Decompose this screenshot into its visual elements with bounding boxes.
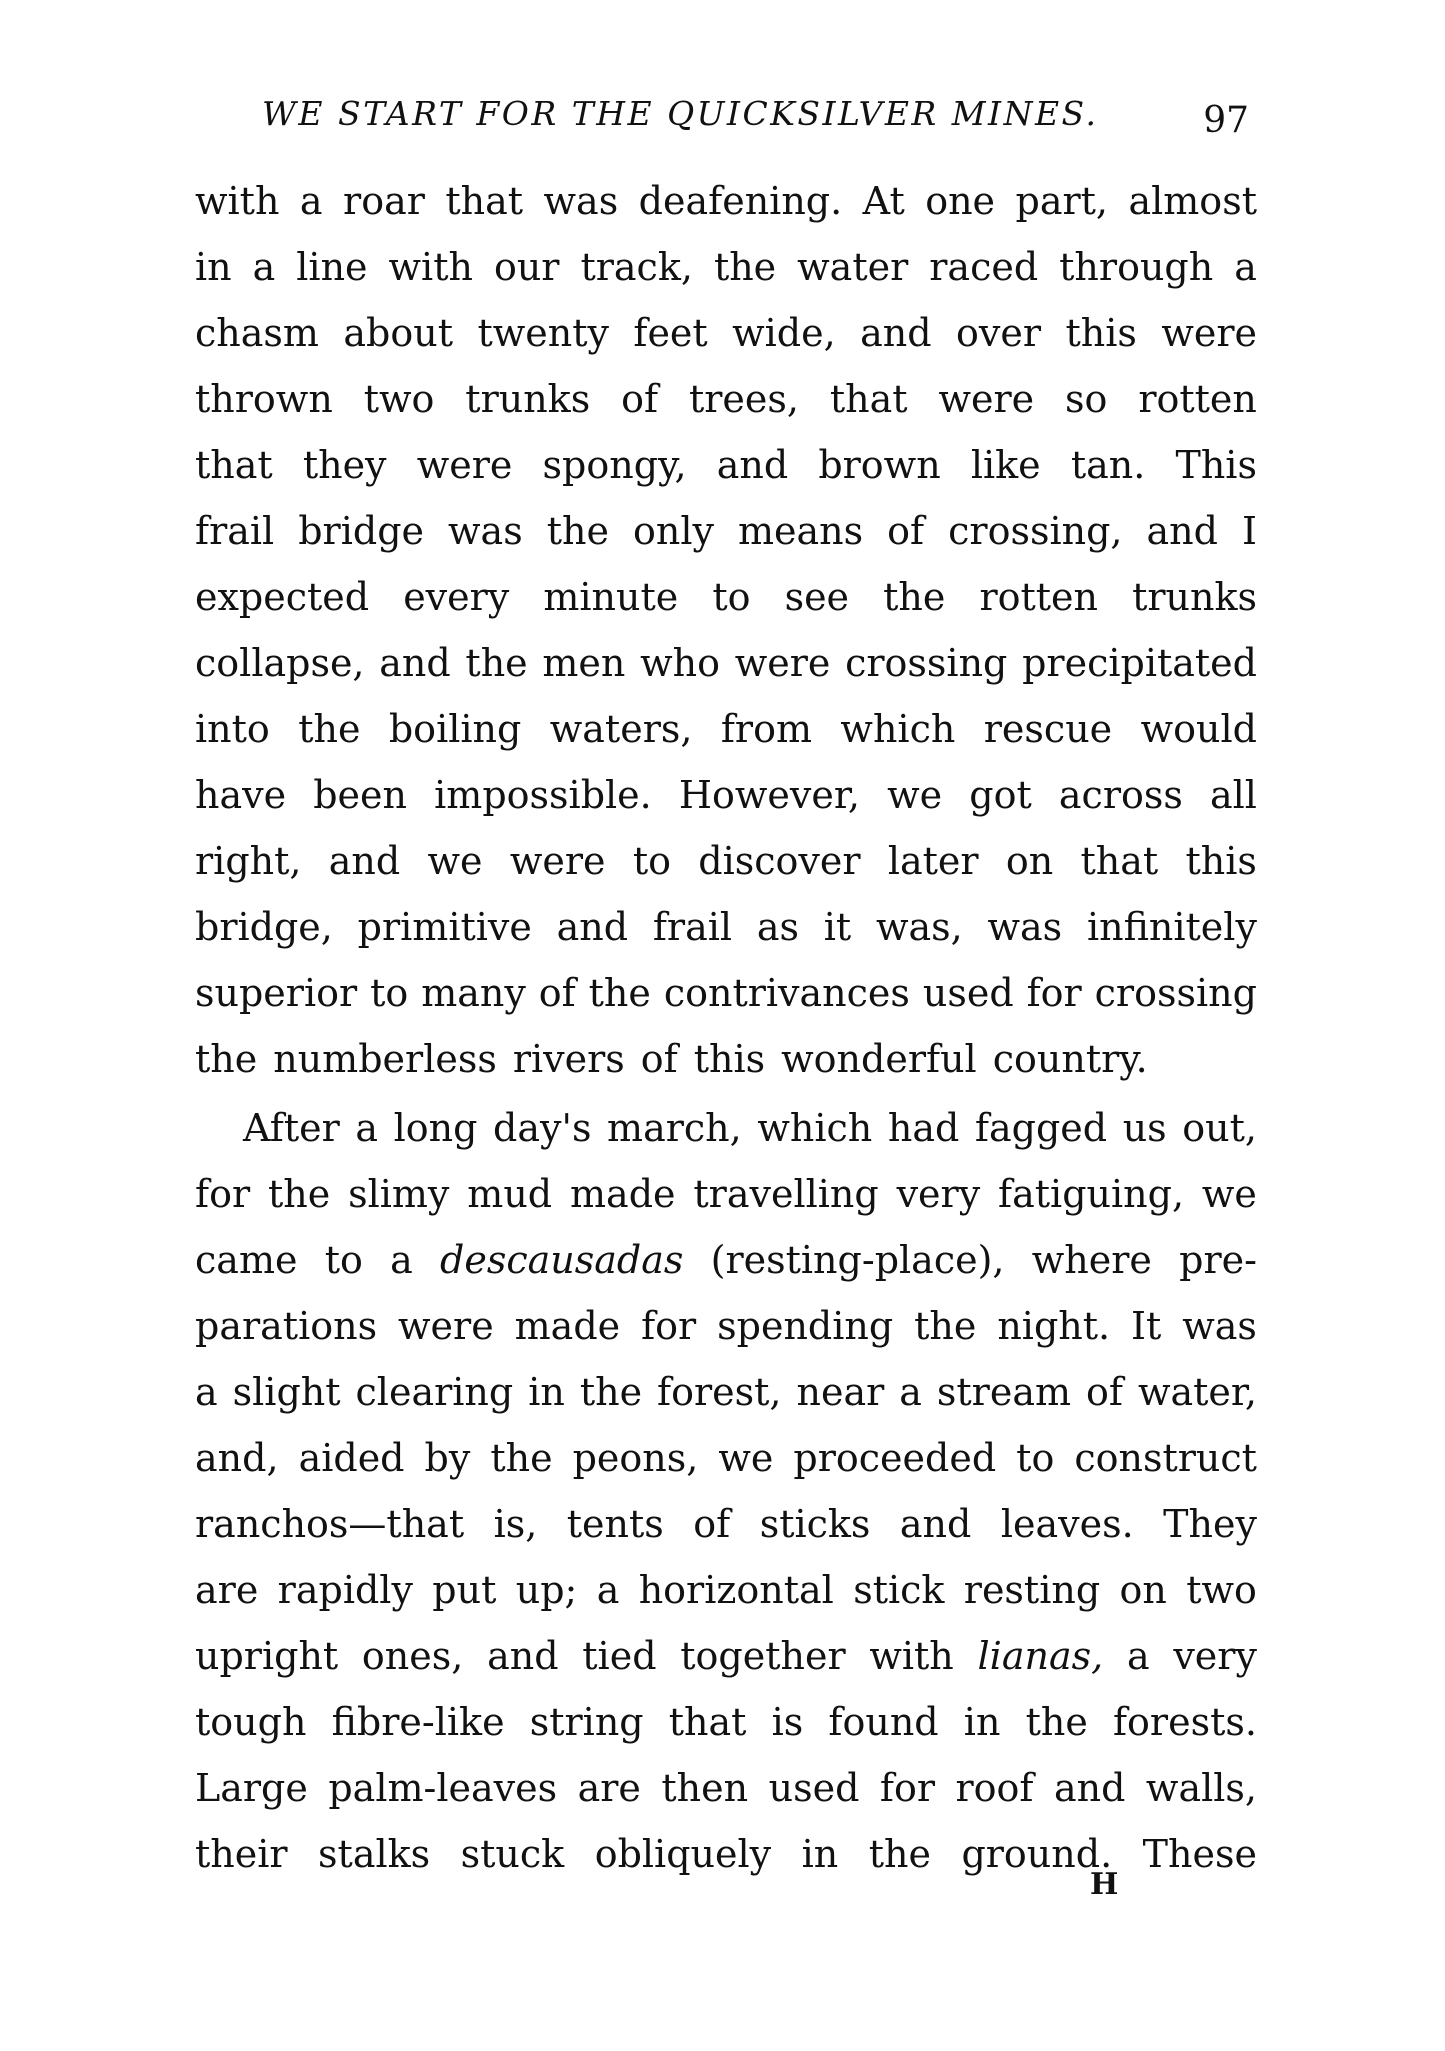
word: and (1053, 1766, 1126, 1810)
word: trunks (465, 377, 591, 421)
word: a (390, 1238, 413, 1282)
word: discover (698, 839, 861, 883)
word: bridge, (195, 905, 333, 949)
word: trunks (1132, 575, 1257, 619)
word: infinitely (1086, 905, 1257, 949)
text-line (195, 1755, 1257, 1821)
word: have (195, 773, 287, 817)
word: made (570, 1172, 676, 1216)
word: that (195, 443, 273, 487)
paragraph (195, 1095, 1257, 1887)
word: right, (195, 839, 302, 883)
word: tents (566, 1502, 664, 1546)
word: walls, (1145, 1766, 1257, 1810)
word: used (922, 971, 1014, 1015)
word: waters, (549, 707, 693, 751)
word: were (938, 377, 1035, 421)
word: rotten (979, 575, 1098, 619)
word: tough (195, 1700, 307, 1744)
word: with (869, 1634, 954, 1678)
word: stalks (318, 1832, 431, 1876)
word: the (914, 1304, 977, 1348)
word: together (680, 1634, 846, 1678)
word: was, (875, 905, 963, 949)
paragraph (195, 168, 1257, 1092)
word: palm-leaves (328, 1766, 558, 1810)
word: we (718, 1436, 774, 1480)
word: the (195, 1037, 258, 1081)
text-line (195, 1227, 1257, 1293)
word: However, (678, 773, 860, 817)
word: were (509, 839, 606, 883)
word: are (195, 1568, 259, 1612)
word: fibre-like (331, 1700, 505, 1744)
word: with (195, 179, 280, 223)
word: that (829, 377, 908, 421)
word: stuck (460, 1832, 565, 1876)
word: peons, (572, 1436, 699, 1480)
word: crossing (845, 641, 1008, 685)
word: by (424, 1436, 471, 1480)
word: of (538, 971, 576, 1015)
word: across (1058, 773, 1183, 817)
word: used (768, 1766, 860, 1810)
word: we (887, 773, 943, 817)
word: tied (582, 1634, 657, 1678)
word: for (641, 1304, 697, 1348)
text-line (195, 1359, 1257, 1425)
word: forests. (1112, 1700, 1257, 1744)
word: in (528, 1370, 565, 1414)
word: thrown (195, 377, 333, 421)
word: twenty (477, 311, 609, 355)
word: were (416, 443, 513, 487)
word: the (490, 1436, 553, 1480)
word: rivers (512, 1037, 625, 1081)
word: and, (195, 1436, 279, 1480)
word: to (712, 575, 751, 619)
word: and (379, 641, 451, 685)
word: and (860, 311, 932, 355)
word: where (1031, 1238, 1152, 1282)
word: near (796, 1370, 885, 1414)
text-line (195, 894, 1257, 960)
word: and (1146, 509, 1218, 553)
word: resting (963, 1568, 1101, 1612)
word: the (883, 575, 946, 619)
word: and (716, 443, 789, 487)
word: one (925, 179, 996, 223)
word: rapidly (277, 1568, 413, 1612)
word: long (393, 1106, 478, 1150)
word: very (896, 1172, 981, 1216)
word: sticks (759, 1502, 871, 1546)
word: out, (1182, 1106, 1257, 1150)
word: superior (195, 971, 358, 1015)
word: the (588, 971, 651, 1015)
word: ones, (361, 1634, 464, 1678)
word: in (195, 245, 232, 289)
word: clearing (355, 1370, 514, 1414)
word: this (1185, 839, 1257, 883)
word: water (797, 245, 909, 289)
page-number: 97 (1203, 100, 1249, 141)
text-line (195, 498, 1257, 564)
word: almost (1128, 179, 1257, 223)
word: two (1186, 1568, 1257, 1612)
word: lianas, (977, 1634, 1104, 1678)
word: men (542, 641, 626, 685)
word: for (879, 1766, 935, 1810)
word: was (543, 179, 619, 223)
word: all (1210, 773, 1257, 817)
word: our (493, 245, 560, 289)
word: track, (580, 245, 693, 289)
word: were (734, 641, 831, 685)
word: ranchos—that (195, 1502, 465, 1546)
word: this (693, 1037, 766, 1081)
word: descausadas (440, 1238, 684, 1282)
text-line (195, 1425, 1257, 1491)
word: a (596, 1568, 620, 1612)
word: that (445, 179, 524, 223)
text-line (195, 234, 1257, 300)
word: came (195, 1238, 298, 1282)
word: they (302, 443, 387, 487)
word: march, (607, 1106, 742, 1150)
word: feet (633, 311, 708, 355)
text-line (195, 828, 1257, 894)
word: had (887, 1106, 960, 1150)
text-line (195, 564, 1257, 630)
word: put (432, 1568, 497, 1612)
word: us (1122, 1106, 1167, 1150)
word: leaves. (1000, 1502, 1134, 1546)
word: of (887, 509, 925, 553)
word: to (370, 971, 409, 1015)
word: string (529, 1700, 644, 1744)
word: through (1059, 245, 1214, 289)
word: minute (543, 575, 679, 619)
word: see (784, 575, 850, 619)
word: stick (853, 1568, 945, 1612)
text-line (195, 1161, 1257, 1227)
word: slimy (348, 1172, 450, 1216)
word: on (1119, 1568, 1167, 1612)
word: about (343, 311, 453, 355)
word: later (887, 839, 979, 883)
word: Large (195, 1766, 308, 1810)
word: this (1065, 311, 1137, 355)
word: line (296, 245, 368, 289)
word: upright (195, 1634, 339, 1678)
word: a (252, 245, 276, 289)
word: wonderful (781, 1037, 977, 1081)
word: day's (493, 1106, 592, 1150)
word: rotten (1138, 377, 1257, 421)
word: is, (493, 1502, 538, 1546)
word: many (421, 971, 526, 1015)
text-line (195, 960, 1257, 1026)
word: in (801, 1832, 839, 1876)
word: deafening. (638, 179, 843, 223)
word: rescue (983, 707, 1113, 751)
word: for (195, 1172, 251, 1216)
word: After (243, 1106, 340, 1150)
word: made (514, 1304, 621, 1348)
word: into (195, 707, 270, 751)
page-header (195, 94, 1257, 142)
word: which (840, 707, 956, 751)
word: on (1005, 839, 1054, 883)
word: to (324, 1238, 363, 1282)
word: the (713, 245, 777, 289)
word: parations (195, 1304, 378, 1348)
word: horizontal (638, 1568, 834, 1612)
text-line (195, 366, 1257, 432)
word: the (579, 1370, 643, 1414)
word: I (1241, 509, 1257, 553)
word: proceeded (793, 1436, 997, 1480)
word: primitive (357, 905, 532, 949)
word: we (427, 839, 483, 883)
word: precipitated (1022, 641, 1257, 685)
word: and (328, 839, 401, 883)
word: was (448, 509, 523, 553)
word: boiling (388, 707, 522, 751)
word: wide, (732, 311, 836, 355)
word: pre- (1179, 1238, 1257, 1282)
word: frail (195, 509, 275, 553)
word: we (1201, 1172, 1257, 1216)
running-head: WE START FOR THE QUICKSILVER MINES. (262, 94, 1099, 133)
word: obliquely (594, 1832, 772, 1876)
word: were (1161, 311, 1257, 355)
word: would (1140, 707, 1257, 751)
word: a (299, 179, 323, 223)
word: They (1163, 1502, 1257, 1546)
word: were (398, 1304, 494, 1348)
word: was (1182, 1304, 1257, 1348)
word: of (1086, 1370, 1123, 1414)
word: it (823, 905, 852, 949)
word: a (195, 1370, 218, 1414)
text-line (195, 1557, 1257, 1623)
word: crossing, (948, 509, 1123, 553)
word: part, (1015, 179, 1108, 223)
word: This (1175, 443, 1257, 487)
word: from (720, 707, 812, 751)
text-line (195, 300, 1257, 366)
word: roar (343, 179, 425, 223)
word: the (868, 1832, 931, 1876)
word: contrivances (663, 971, 910, 1015)
word: raced (929, 245, 1039, 289)
text-line (195, 630, 1257, 696)
word: that (668, 1700, 747, 1744)
word: of (621, 377, 659, 421)
word: tan. (1070, 443, 1146, 487)
word: two (363, 377, 435, 421)
word: travelling (693, 1172, 879, 1216)
word: a (1126, 1634, 1150, 1678)
word: a (899, 1370, 922, 1414)
word: fagged (974, 1106, 1108, 1150)
word: (resting-place), (710, 1238, 1005, 1282)
word: country. (992, 1037, 1148, 1081)
word: as (756, 905, 799, 949)
word: roof (955, 1766, 1034, 1810)
word: to (1016, 1436, 1055, 1480)
word: the (546, 509, 609, 553)
word: for (1026, 971, 1082, 1015)
text-line (195, 432, 1257, 498)
word: means (737, 509, 864, 553)
word: who (640, 641, 720, 685)
word: very (1173, 1634, 1257, 1678)
word: and (556, 905, 629, 949)
word: These (1142, 1832, 1257, 1876)
word: found (828, 1700, 939, 1744)
word: the (1025, 1700, 1088, 1744)
word: in (963, 1700, 1001, 1744)
word: are (577, 1766, 641, 1810)
word: been (313, 773, 408, 817)
text-line (195, 1293, 1257, 1359)
text-line (195, 168, 1257, 234)
word: that (1080, 839, 1159, 883)
word: trees, (688, 377, 799, 421)
word: brown (818, 443, 941, 487)
text-line (195, 1623, 1257, 1689)
word: so (1065, 377, 1108, 421)
word: impossible. (434, 773, 652, 817)
word: and (899, 1502, 972, 1546)
body-text (195, 168, 1257, 1887)
word: forest, (657, 1370, 782, 1414)
word: to (632, 839, 671, 883)
word: crossing (1094, 971, 1257, 1015)
word: slight (232, 1370, 341, 1414)
word: a (355, 1106, 379, 1150)
word: fatiguing, (998, 1172, 1185, 1216)
text-line (195, 696, 1257, 762)
text-line (195, 1491, 1257, 1557)
word: only (632, 509, 714, 553)
word: bridge (298, 509, 425, 553)
text-line (195, 1026, 1257, 1092)
word: ground. (961, 1832, 1113, 1876)
word: their (195, 1832, 288, 1876)
word: which (757, 1106, 873, 1150)
word: frail (652, 905, 733, 949)
word: collapse, (195, 641, 365, 685)
word: water, (1137, 1370, 1257, 1414)
word: expected (195, 575, 370, 619)
word: was (987, 905, 1063, 949)
word: stream (936, 1370, 1072, 1414)
word: chasm (195, 311, 319, 355)
text-line (195, 1095, 1257, 1161)
word: then (661, 1766, 749, 1810)
word: got (969, 773, 1032, 817)
word: of (693, 1502, 731, 1546)
word: is (771, 1700, 804, 1744)
word: spongy, (542, 443, 687, 487)
text-line (195, 762, 1257, 828)
word: every (403, 575, 510, 619)
word: numberless (273, 1037, 497, 1081)
word: mud (467, 1172, 553, 1216)
word: construct (1074, 1436, 1257, 1480)
word: a (1234, 245, 1257, 289)
word: At (862, 179, 905, 223)
word: aided (298, 1436, 405, 1480)
word: of (640, 1037, 678, 1081)
word: night. (997, 1304, 1111, 1348)
word: the (465, 641, 528, 685)
word: spending (717, 1304, 894, 1348)
signature-mark: H (1090, 1867, 1119, 1902)
word: up; (515, 1568, 578, 1612)
word: and (487, 1634, 559, 1678)
word: the (267, 1172, 331, 1216)
word: with (388, 245, 473, 289)
word: It (1131, 1304, 1162, 1348)
text-line (195, 1689, 1257, 1755)
word: like (970, 443, 1041, 487)
word: the (298, 707, 361, 751)
word: over (956, 311, 1042, 355)
